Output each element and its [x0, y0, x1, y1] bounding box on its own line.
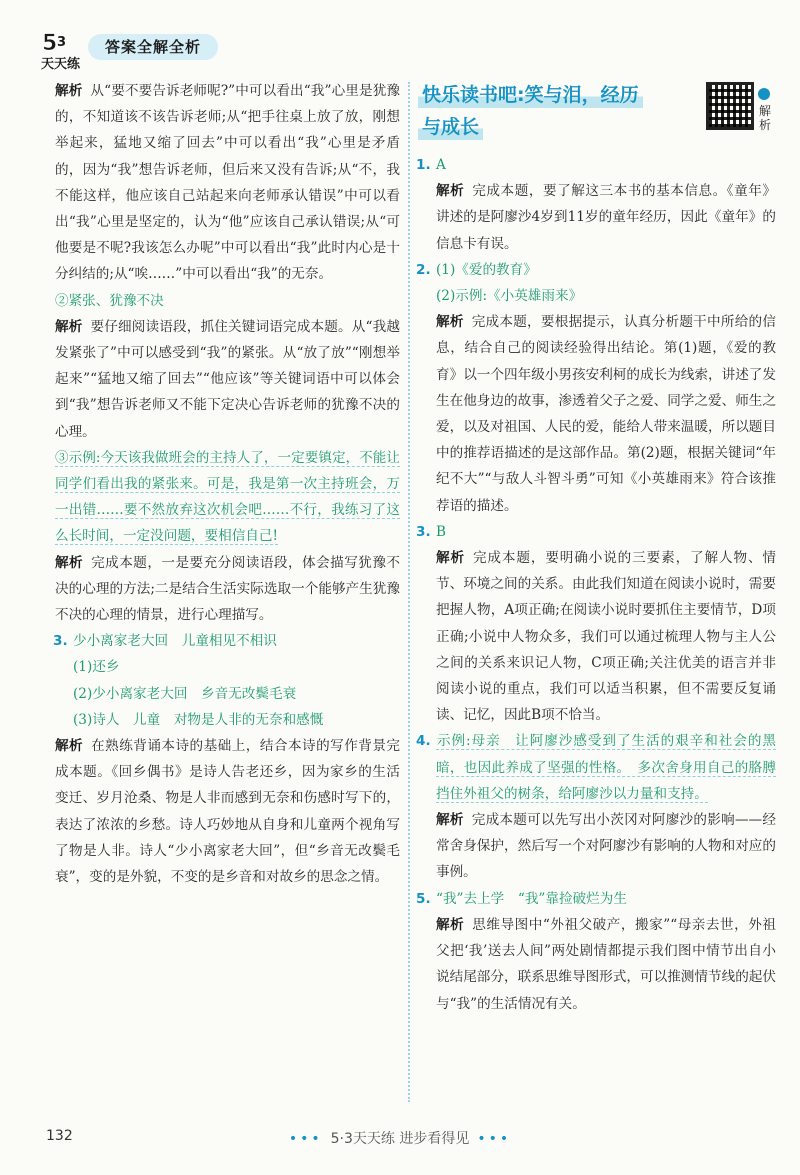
jiexi-label: 解析	[436, 183, 465, 200]
question-3-answer: 3. 少小离家老大回 儿童相见不相识	[55, 628, 400, 654]
question-4-answer: 4. 示例:母亲 让阿廖沙感受到了生活的艰辛和社会的黑暗，也因此养成了坚强的性格。 多次舍身用自己的胳膊挡住外祖父的树条，给阿廖沙以力量和支持。	[418, 728, 776, 807]
jiexi-label: 解析	[436, 314, 464, 331]
q3-sub-answer-1: (1)还乡	[73, 659, 120, 676]
question-4-explanation: 解析 完成本题可以先写出小茨冈对阿廖沙的影响——经常舍身保护，然后写一个对阿廖沙有影响的人物和对应的事例。	[436, 812, 777, 881]
question-number: 3.	[416, 523, 431, 540]
explanation-1: 解析 从“要不要告诉老师呢?”中可以看出“我”心里是犹豫的，不知道该不该告诉老师;从“把手往桌上放了放，刚想举起来，猛地又缩了回去”中可以看出“我”心里是矛盾的，因为“我”想告诉老师，但后来又没有告诉;从“不，我不能这样，他应该自己站起来向老师承认错误”中可以看出“我”心里是坚定的，认为“他”应该自己承认错误;从“可他要是不呢?我该怎么办呢”中可以看出“我”此时内心是十分纠结的;从“唉……”中可以看出“我”的无奈。	[55, 83, 400, 283]
question-number: 3.	[53, 633, 68, 650]
svg-text:5: 5	[42, 31, 58, 56]
left-column	[55, 78, 400, 890]
column-divider	[408, 82, 410, 1102]
question-3-answer: 3. B	[418, 519, 776, 545]
question-2-explanation: 解析 完成本题，要根据提示，认真分析题干中所给的信息，结合自己的阅读经验得出结论。第(1)题，《爱的教育》以一个四年级小男孩安利柯的成长为线索，讲述了发生在他身边的故事，渗透着父子之爱、同学之爱、师生之爱，以及对祖国、人民的爱，能给人带来温暖，所以题目中的推荐语描述的是这部作品。第(2)题，根据关键词“年纪不大”“与敌人斗智斗勇”可知《小英雄雨来》符合该推荐语的描述。	[436, 314, 776, 514]
page-number: 132	[46, 1128, 73, 1144]
section-title-line-1: 快乐读书吧:笑与泪，经历	[418, 82, 643, 108]
explanation-4: 解析 在熟练背诵本诗的基础上，结合本诗的写作背景完成本题。《回乡偶书》是诗人告老还乡，因为家乡的生活变迁、岁月沧桑、物是人非而感到无奈和伤感时写下的，表达了浓浓的乡愁。诗人巧妙地从自身和儿童两个视角写了物是人非。诗人“少小离家老大回”，但“乡音无改鬓毛衰”，变的是外貌，不变的是乡音和对故乡的思念之情。	[55, 738, 401, 886]
question-2-answer: 2. (1)《爱的教育》	[418, 257, 776, 283]
svg-text:3: 3	[57, 35, 67, 50]
question-number: 4.	[416, 733, 431, 750]
jiexi-label: 解析	[436, 916, 465, 933]
question-1-answer: 1. A	[418, 152, 776, 178]
qr-label: 解析	[758, 104, 771, 132]
svg-text:天天练: 天天练	[41, 57, 81, 72]
question-number: 2.	[416, 261, 431, 278]
footer-slogan-text: 5·3天天练 进步看得见	[330, 1131, 470, 1147]
jiexi-label: 解析	[436, 812, 464, 829]
answer-3-example: ③示例:今天该我做班会的主持人了，一定要镇定，不能让同学们看出我的紧张来。可是，我是第一次主持班会，万一出错……要不然放弃这次机会吧……不行，我练习了这么长时间，一定没问题，要相信自己!	[55, 449, 400, 545]
section-title-line-2: 与成长	[418, 114, 483, 140]
footer-slogan	[0, 1128, 800, 1148]
jiexi-label: 解析	[436, 550, 465, 567]
question-5-explanation: 解析 思维导图中“外祖父破产，搬家”“母亲去世，外祖父把‘我’送去人间”两处剧情都提示我们图中情节出自小说结尾部分，联系思维导图形式，可以推测情节线的起伏与“我”的生活情况有关。	[436, 916, 776, 1012]
footer-dots-left: •••	[288, 1131, 323, 1147]
brand-logo	[40, 28, 90, 72]
jiexi-label: 解析	[55, 554, 84, 571]
question-1-explanation: 解析 完成本题，要了解这三本书的基本信息。《童年》讲述的是阿廖沙4岁到11岁的童年经历，因此《童年》的信息卡有误。	[436, 183, 776, 252]
play-icon[interactable]	[758, 88, 770, 100]
question-5-answer: 5. “我”去上学 “我”靠捡破烂为生	[418, 886, 776, 912]
question-2-sub-answer: (2)示例:《小英雄雨来》	[436, 288, 583, 305]
question-number: 5.	[416, 890, 431, 907]
explanation-3: 解析 完成本题，一是要充分阅读语段，体会描写犹豫不决的心理的方法;二是结合生活实际选取一个能够产生犹豫不决的心理的情景，进行心理描写。	[55, 554, 401, 624]
header-title: 答案全解全析	[88, 34, 218, 60]
q3-sub-answer-2: (2)少小离家老大回 乡音无改鬓毛衰	[73, 685, 297, 702]
jiexi-label: 解析	[55, 318, 83, 335]
q3-sub-answer-3: (3)诗人 儿童 对物是人非的无奈和感慨	[73, 711, 324, 728]
footer-dots-right: •••	[477, 1131, 512, 1147]
section-heading	[418, 82, 776, 144]
qr-code-icon[interactable]	[706, 82, 754, 130]
jiexi-label: 解析	[55, 83, 83, 99]
explanation-2: 解析 要仔细阅读语段，抓住关键词语完成本题。从“我越发紧张了”中可以感受到“我”的紧张。从“放了放”“刚想举起来”“猛地又缩了回去”“他应该”等关键词语中可以体会到“我”想告诉老师又不能下定决心告诉老师的犹豫不决的心理。	[55, 318, 401, 440]
right-column	[418, 82, 776, 1017]
question-3-explanation: 解析 完成本题，要明确小说的三要素，了解人物、情节、环境之间的关系。由此我们知道在阅读小说时，需要把握人物，A项正确;在阅读小说时要抓住主要情节，D项正确;小说中人物众多，我们可以通过梳理人物与主人公之间的关系来识记人物，C项正确;关注优美的语言并非阅读小说的重点，我们可以适当积累，但不需要反复诵读、记忆，因此B项不恰当。	[436, 550, 777, 724]
jiexi-label: 解析	[55, 738, 84, 755]
answer-2: ②紧张、犹豫不决	[55, 292, 164, 309]
question-number: 1.	[416, 157, 431, 173]
